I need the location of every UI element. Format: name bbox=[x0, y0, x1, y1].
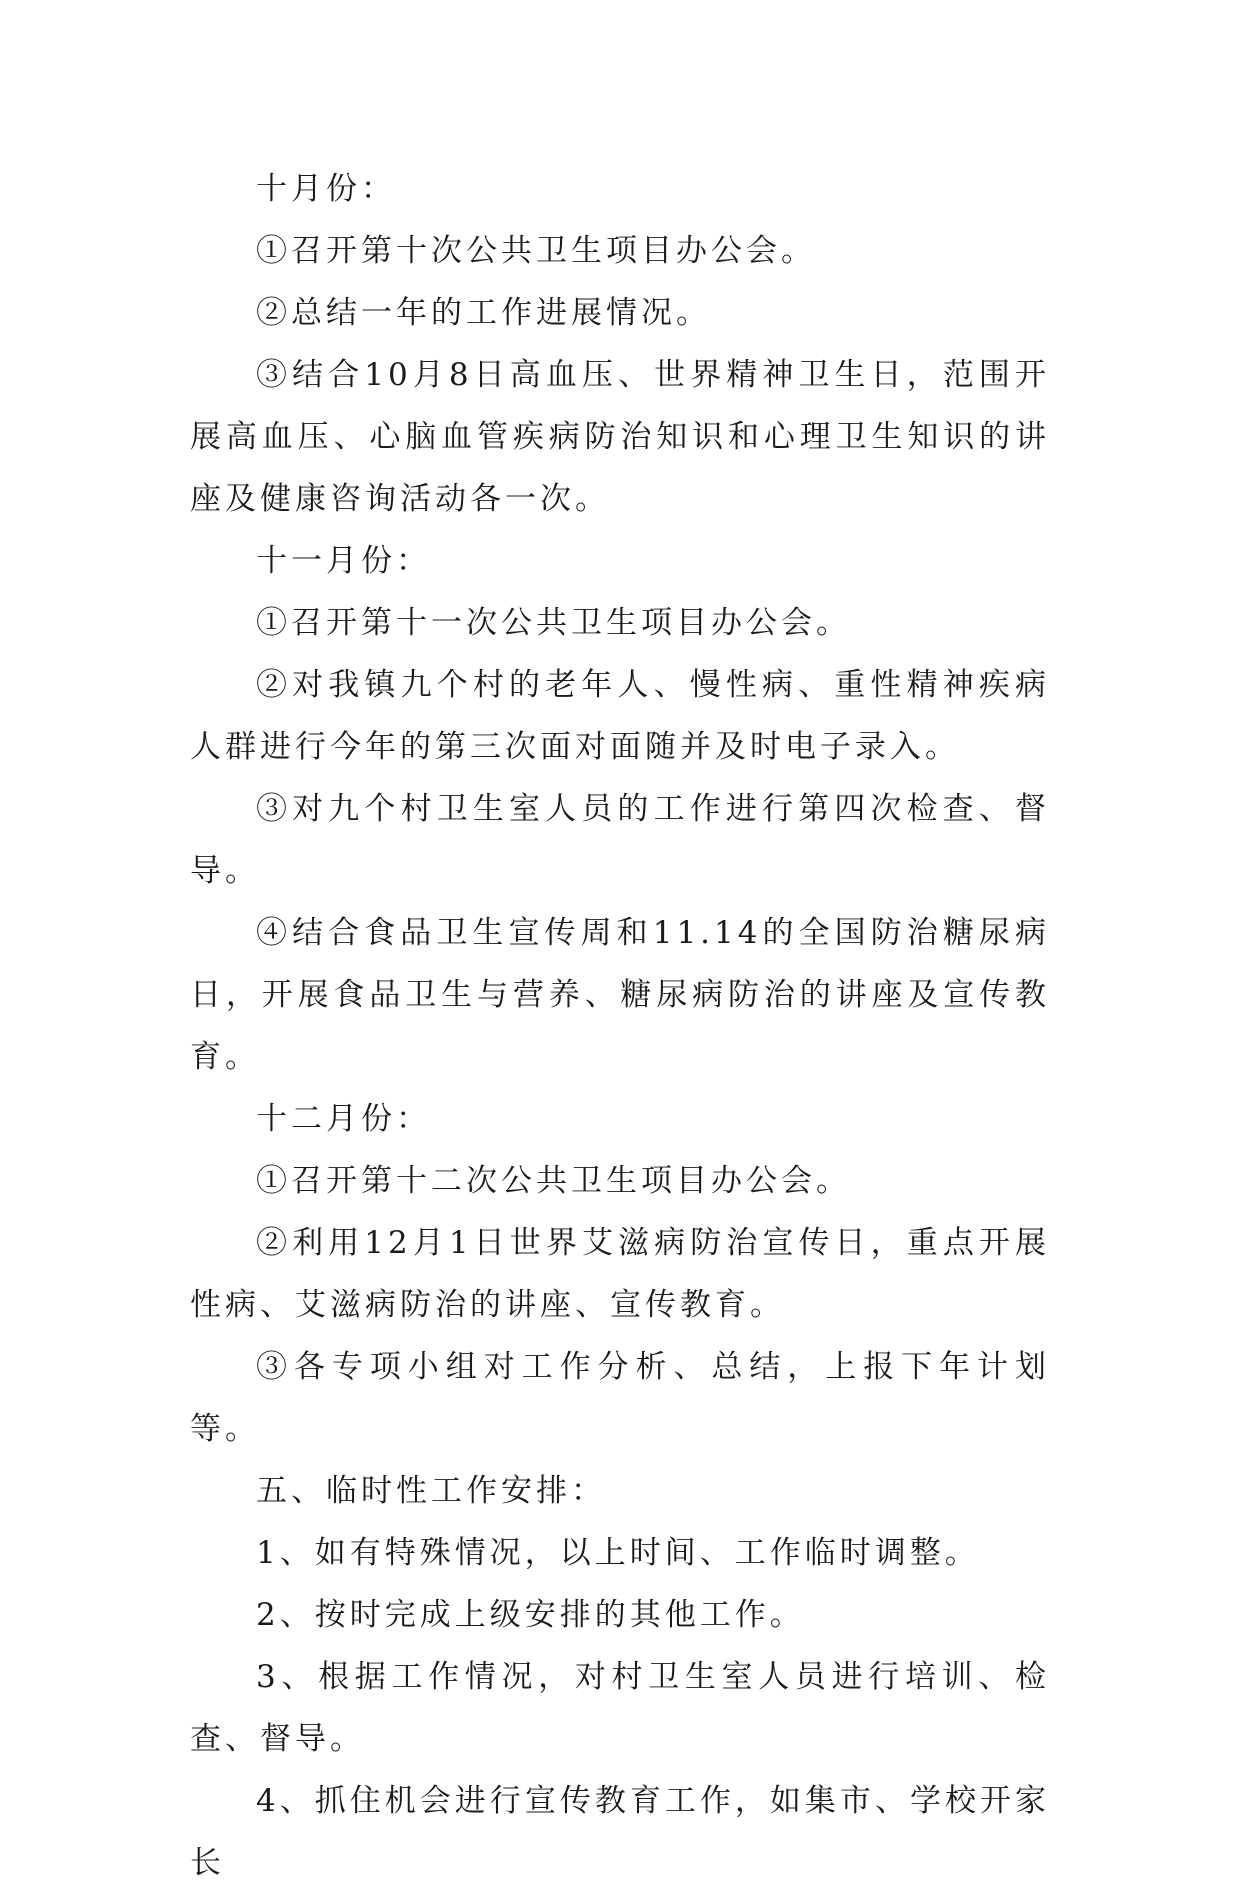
paragraph-december-heading: 十二月份： bbox=[256, 1101, 431, 1137]
paragraph-december-item-3: ③各专项小组对工作分析、总结，上报下年计划等。 bbox=[190, 1349, 1050, 1447]
paragraph-december-item-1: ①召开第十二次公共卫生项目办公会。 bbox=[256, 1163, 851, 1199]
paragraph-temporary-item-2: 2、按时完成上级安排的其他工作。 bbox=[256, 1597, 805, 1633]
section-heading-temporary-work: 五、临时性工作安排： bbox=[256, 1473, 606, 1509]
paragraph-october-item-1: ①召开第十次公共卫生项目办公会。 bbox=[256, 233, 816, 269]
paragraph-november-heading: 十一月份： bbox=[256, 543, 431, 579]
paragraph-december-item-2: ②利用12月1日世界艾滋病防治宣传日，重点开展性病、艾滋病防治的讲座、宣传教育。 bbox=[190, 1225, 1050, 1323]
paragraph-november-item-2: ②对我镇九个村的老年人、慢性病、重性精神疾病人群进行今年的第三次面对面随并及时电子录入。 bbox=[190, 667, 1050, 765]
paragraph-october-heading: 十月份： bbox=[256, 171, 396, 207]
paragraph-october-item-3: ③结合10月8日高血压、世界精神卫生日，范围开展高血压、心脑血管疾病防治知识和心理卫生知识的讲座及健康咨询活动各一次。 bbox=[190, 357, 1050, 517]
paragraph-october-item-2: ②总结一年的工作进展情况。 bbox=[256, 295, 711, 331]
paragraph-november-item-4: ④结合食品卫生宣传周和11.14的全国防治糖尿病日，开展食品卫生与营养、糖尿病防治的讲座及宣传教育。 bbox=[190, 915, 1050, 1075]
paragraph-november-item-1: ①召开第十一次公共卫生项目办公会。 bbox=[256, 605, 851, 641]
document-body bbox=[190, 158, 1050, 1894]
paragraph-temporary-item-1: 1、如有特殊情况，以上时间、工作临时调整。 bbox=[256, 1535, 980, 1571]
paragraph-november-item-3: ③对九个村卫生室人员的工作进行第四次检查、督导。 bbox=[190, 791, 1050, 889]
paragraph-temporary-item-4: 4、抓住机会进行宣传教育工作，如集市、学校开家长 bbox=[190, 1783, 1050, 1881]
paragraph-temporary-item-3: 3、根据工作情况，对村卫生室人员进行培训、检查、督导。 bbox=[190, 1659, 1050, 1757]
